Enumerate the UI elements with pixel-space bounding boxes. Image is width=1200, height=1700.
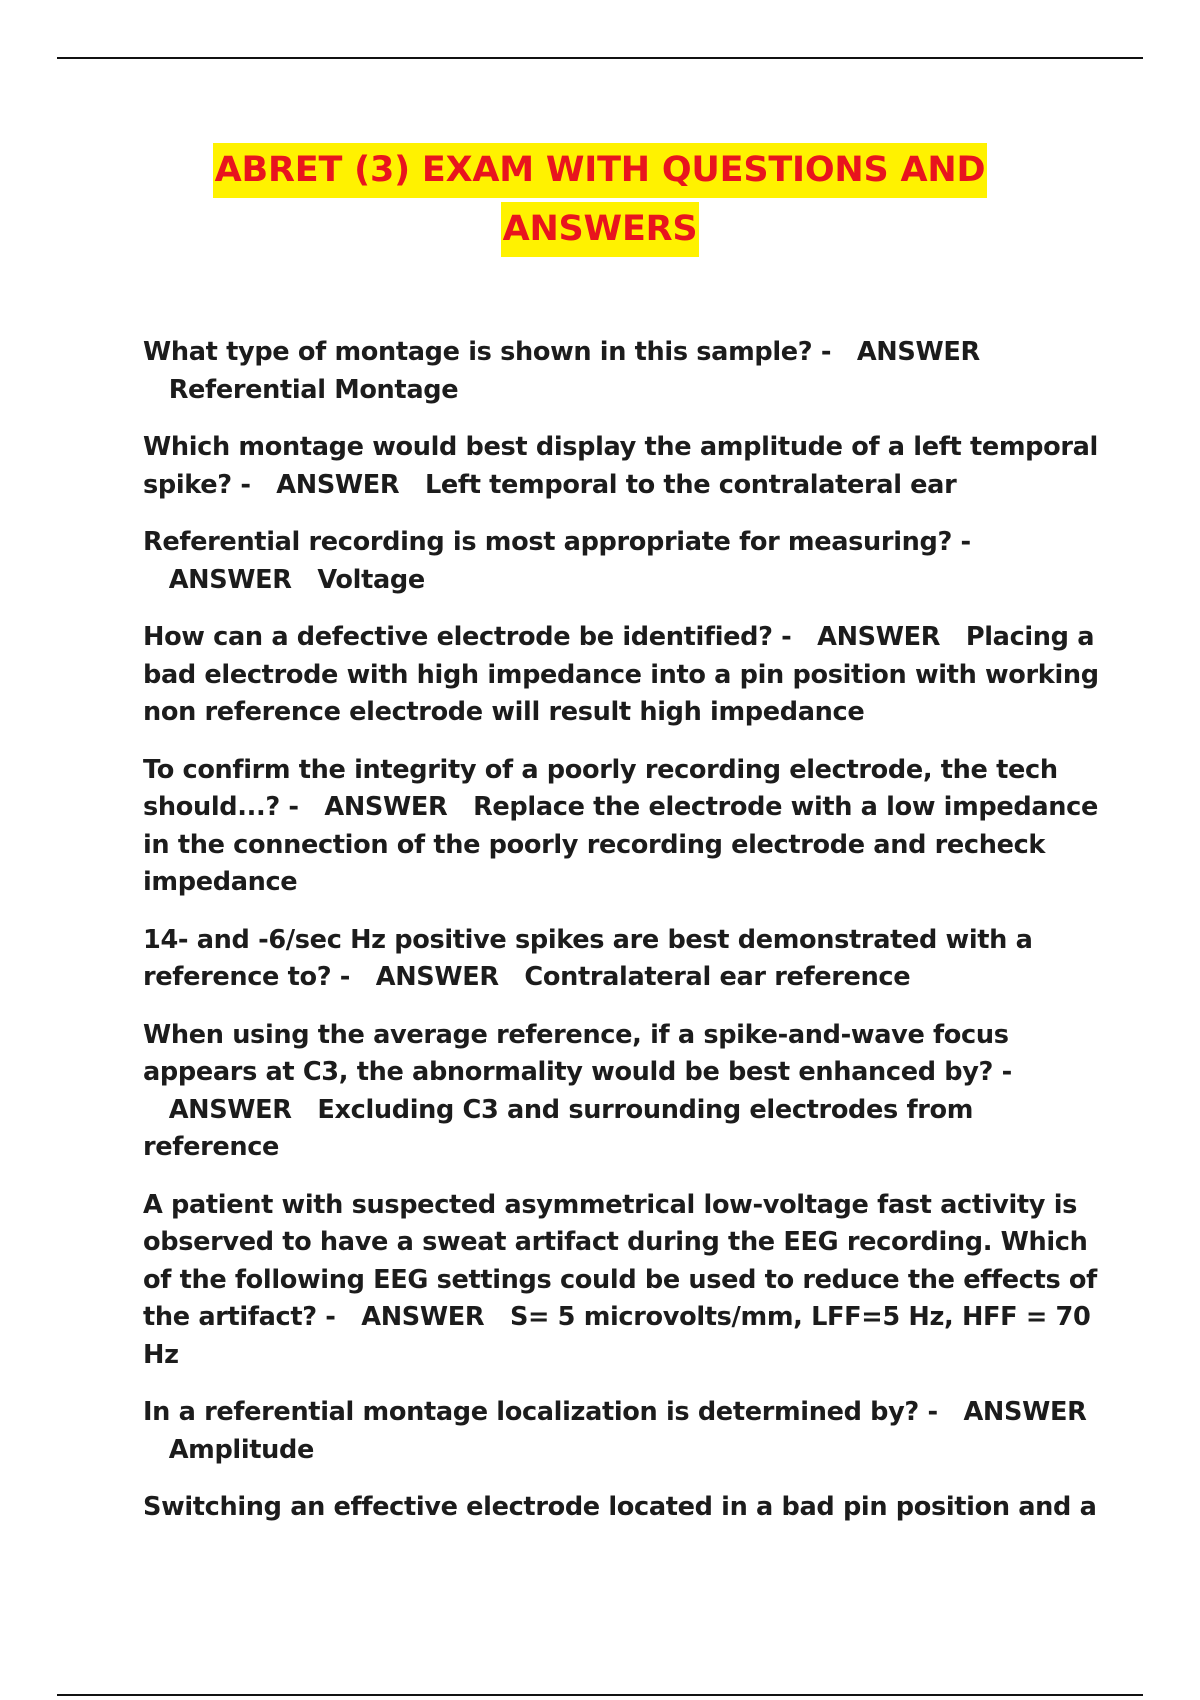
qa-item — [143, 1187, 1103, 1375]
title-line-2: ANSWERS — [501, 202, 700, 257]
question-text: When using the average reference, if a spike-and-wave focus appears at C3, the abnormality would be best enhanced by? - — [143, 1019, 1012, 1087]
answer-label: ANSWER — [817, 622, 941, 652]
answer-text: Voltage — [317, 564, 425, 595]
question-text: What type of montage is shown in this sample? - — [143, 337, 832, 367]
question-text: In a referential montage localization is determined by? - — [143, 1397, 938, 1427]
answer-label: ANSWER — [375, 962, 499, 992]
answer-label: ANSWER — [361, 1302, 485, 1332]
qa-item — [143, 1394, 1103, 1469]
answer-text: Placing a bad electrode with high impedance into a pin position with working non reference electrode will result high impedance — [143, 622, 1099, 727]
answer-label: ANSWER — [324, 792, 448, 822]
question-text: 14- and -6/sec Hz positive spikes are best demonstrated with a reference to? - — [143, 924, 1033, 992]
qa-item — [143, 922, 1103, 997]
qa-item — [143, 1017, 1103, 1167]
question-text: To confirm the integrity of a poorly recording electrode, the tech should...? - — [143, 754, 1058, 822]
question-text: A patient with suspected asymmetrical low-voltage fast activity is observed to have a sweat artifact during the EEG recording. Which of the following EEG settings could be used to reduce the effects of the artifact? - — [143, 1189, 1097, 1332]
answer-label: ANSWER — [963, 1397, 1087, 1427]
qa-item — [143, 619, 1103, 732]
answer-text: Replace the electrode with a low impedance in the connection of the poorly recording electrode and recheck impedance — [143, 792, 1098, 897]
answer-text: Excluding C3 and surrounding electrodes from reference — [143, 1094, 974, 1162]
qa-item — [143, 334, 1103, 409]
question-text: Referential recording is most appropriate for measuring? - — [143, 527, 971, 557]
answer-text: Left temporal to the contralateral ear — [424, 469, 957, 500]
title-line-1: ABRET (3) EXAM WITH QUESTIONS AND — [213, 143, 988, 198]
question-text: Which montage would best display the amplitude of a left temporal spike? - — [143, 432, 1098, 500]
bottom-rule — [57, 1694, 1143, 1696]
trailing-question-text: Switching an effective electrode located in a bad pin position and a — [143, 1492, 1097, 1522]
top-rule — [57, 57, 1143, 59]
answer-text: S= 5 microvolts/mm, LFF=5 Hz, HFF = 70 Hz — [143, 1302, 1091, 1370]
answer-label: ANSWER — [276, 469, 400, 500]
answer-label: ANSWER — [168, 1094, 292, 1125]
qa-item — [143, 752, 1103, 902]
qa-item — [143, 524, 1103, 599]
answer-text: Amplitude — [168, 1434, 315, 1465]
answer-text: Contralateral ear reference — [524, 962, 911, 992]
answer-label: ANSWER — [168, 564, 292, 595]
qa-item — [143, 429, 1103, 504]
answer-label: ANSWER — [856, 337, 980, 367]
qa-list — [143, 334, 1103, 1547]
question-text: How can a defective electrode be identified? - — [143, 622, 792, 652]
document-title — [0, 143, 1200, 257]
answer-text: Referential Montage — [168, 374, 459, 405]
